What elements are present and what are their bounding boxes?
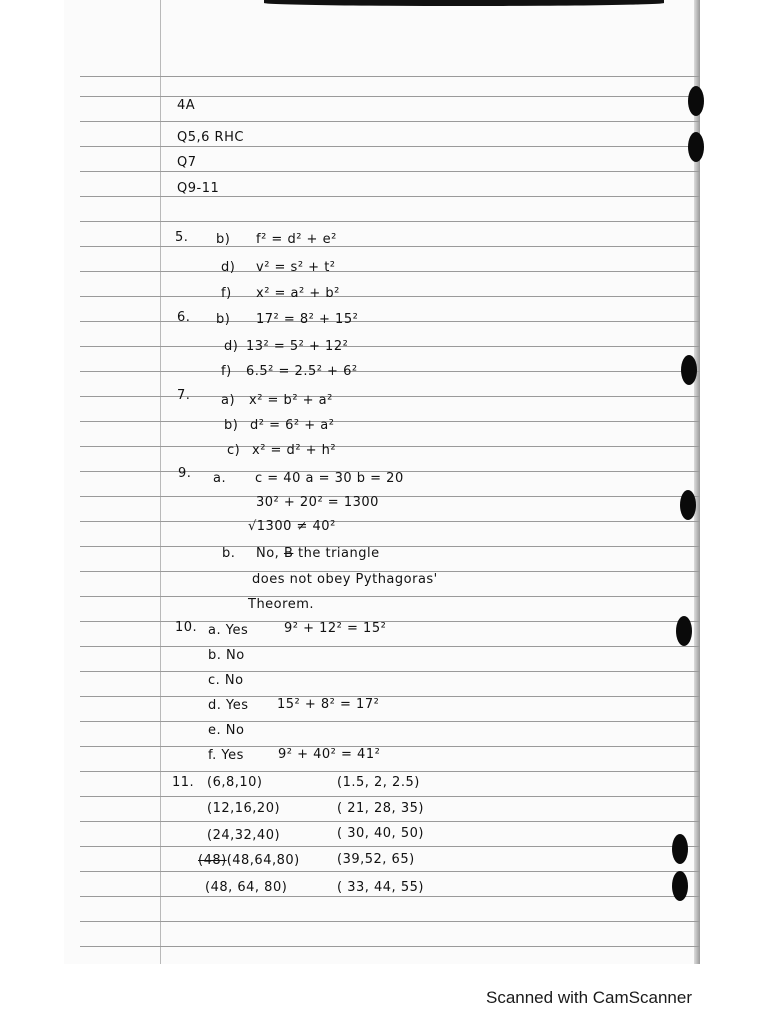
ruled-line — [80, 346, 700, 347]
q11-left-triple: (6,8,10) — [207, 775, 263, 790]
q6-b-equation: 17² = 8² + 15² — [256, 312, 359, 327]
q10-f-equation: 9² + 40² = 41² — [278, 747, 381, 762]
ruled-line — [80, 921, 700, 922]
q6-b-label: b) — [216, 312, 231, 327]
ruled-line — [80, 496, 700, 497]
ruled-line — [80, 596, 700, 597]
ruled-line — [80, 946, 700, 947]
q10-d: d. Yes — [208, 698, 249, 713]
q6-f-label: f) — [221, 364, 232, 379]
ruled-line — [80, 896, 700, 897]
top-edge-shadow — [264, 0, 664, 6]
q9-a-label: a. — [213, 471, 227, 486]
ruled-line — [80, 871, 700, 872]
punch-hole — [676, 616, 692, 646]
ruled-line — [80, 621, 700, 622]
q5-f-equation: x² = a² + b² — [256, 286, 340, 301]
q11-left-triple: (24,32,40) — [207, 828, 281, 843]
q7-c-label: c) — [227, 443, 241, 458]
q10-d-equation: 15² + 8² = 17² — [277, 697, 380, 712]
q11-right-triple: ( 21, 28, 35) — [337, 801, 424, 816]
punch-hole — [688, 86, 704, 116]
q11-left-triple: (48, 64, 80) — [205, 880, 288, 895]
ruled-line — [80, 771, 700, 772]
q11-number: 11. — [172, 775, 195, 790]
q11-right-triple: (1.5, 2, 2.5) — [337, 775, 420, 790]
margin-line — [160, 0, 161, 964]
ruled-line — [80, 321, 700, 322]
q11-right-triple: (39,52, 65) — [337, 852, 415, 867]
q9-a-compare: √1300 ≠ 40² — [248, 519, 336, 534]
ruled-line — [80, 121, 700, 122]
q6-number: 6. — [177, 310, 191, 325]
q10-a-equation: 9² + 12² = 15² — [284, 621, 387, 636]
q6-d-equation: 13² = 5² + 12² — [246, 339, 349, 354]
header-line-4: Q9-11 — [177, 181, 220, 196]
ruled-line — [80, 646, 700, 647]
q11-left-triple-corrected — [198, 853, 300, 868]
ruled-line — [80, 196, 700, 197]
ruled-line — [80, 521, 700, 522]
ruled-line — [80, 846, 700, 847]
ruled-line — [80, 796, 700, 797]
q9-b-line-2: does not obey Pythagoras' — [252, 572, 438, 587]
ruled-line — [80, 171, 700, 172]
punch-hole — [681, 355, 697, 385]
punch-hole — [672, 834, 688, 864]
ruled-line — [80, 371, 700, 372]
q7-a-equation: x² = b² + a² — [249, 393, 333, 408]
header-line-3: Q7 — [177, 155, 197, 170]
q11-left-triple: (12,16,20) — [207, 801, 281, 816]
ruled-line — [80, 546, 700, 547]
q9-a-sum: 30² + 20² = 1300 — [256, 495, 379, 510]
ruled-line — [80, 671, 700, 672]
q9-number: 9. — [178, 466, 192, 481]
q7-a-label: a) — [221, 393, 236, 408]
q7-b-equation: d² = 6² + a² — [250, 418, 335, 433]
ruled-line — [80, 271, 700, 272]
q10-number: 10. — [175, 620, 198, 635]
header-line-1: 4A — [177, 98, 196, 113]
q11-right-triple: ( 30, 40, 50) — [337, 826, 424, 841]
q7-b-label: b) — [224, 418, 239, 433]
q9-b-label: b. — [222, 546, 236, 561]
ruled-line — [80, 146, 700, 147]
q5-b-label: b) — [216, 232, 231, 247]
q9-b-line-1-start: No, — [256, 546, 280, 561]
ruled-line — [80, 721, 700, 722]
header-line-2: Q5,6 RHC — [177, 130, 244, 145]
q9-a-values: c = 40 a = 30 b = 20 — [255, 471, 404, 486]
q5-d-equation: v² = s² + t² — [256, 260, 336, 275]
q5-f-label: f) — [221, 286, 232, 301]
q9-b-struck-letter: B — [283, 546, 294, 561]
q10-e: e. No — [208, 723, 245, 738]
q9-b-line-1-end: the triangle — [298, 546, 380, 561]
q11-right-triple: ( 33, 44, 55) — [337, 880, 424, 895]
ruled-line — [80, 396, 700, 397]
ruled-line — [80, 746, 700, 747]
q6-f-equation: 6.5² = 2.5² + 6² — [246, 364, 358, 379]
ruled-line — [80, 446, 700, 447]
scanner-watermark: Scanned with CamScanner — [485, 988, 692, 1007]
q5-d-label: d) — [221, 260, 236, 275]
q5-b-equation: f² = d² + e² — [256, 232, 337, 247]
q9-b-line-3: Theorem. — [248, 597, 314, 612]
q10-c: c. No — [208, 673, 244, 688]
ruled-line — [80, 221, 700, 222]
ruled-line — [80, 821, 700, 822]
ruled-line — [80, 696, 700, 697]
punch-hole — [688, 132, 704, 162]
punch-hole — [672, 871, 688, 901]
ruled-line — [80, 76, 700, 77]
q10-f: f. Yes — [208, 748, 244, 763]
q7-number: 7. — [177, 388, 191, 403]
ruled-line — [80, 96, 700, 97]
ruled-line — [80, 421, 700, 422]
punch-hole — [680, 490, 696, 520]
q10-a: a. Yes — [208, 623, 249, 638]
q9-b-line-1 — [256, 546, 380, 561]
q6-d-label: d) — [224, 339, 239, 354]
ruled-line — [80, 246, 700, 247]
q5-number: 5. — [175, 230, 189, 245]
q11-corrected-entry: (48,64,80) — [226, 853, 300, 868]
q10-b: b. No — [208, 648, 245, 663]
ruled-line — [80, 296, 700, 297]
q7-c-equation: x² = d² + h² — [252, 443, 337, 458]
q11-struck-entry: (48) — [198, 853, 227, 868]
